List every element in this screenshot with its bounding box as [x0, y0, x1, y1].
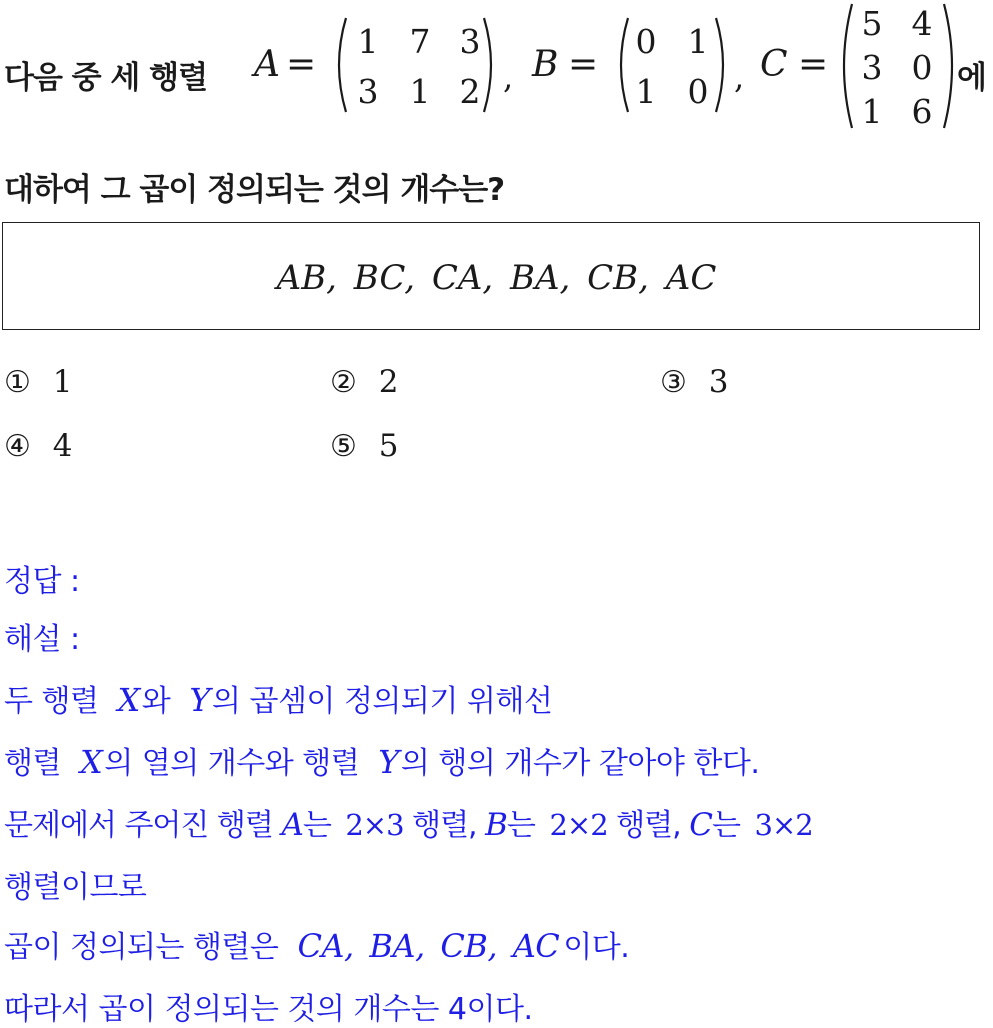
- choice-3-mark: ③: [660, 365, 687, 400]
- matrix-a-cell: 3: [357, 72, 379, 111]
- solution-line-4: 행렬이므로: [4, 870, 147, 905]
- matrix-b-right-paren: [712, 16, 732, 114]
- choice-5-value: 5: [378, 428, 399, 464]
- choice-2[interactable]: [330, 364, 399, 400]
- solution-text: 이다.: [563, 930, 630, 965]
- choice-1[interactable]: [4, 364, 73, 400]
- choice-3[interactable]: [660, 364, 729, 400]
- solution-text: 와: [141, 684, 180, 719]
- solution-math: 2×3: [345, 808, 404, 842]
- matrix-b-cell: 1: [687, 22, 709, 61]
- matrix-c: [836, 2, 960, 132]
- solution-line-1: [4, 676, 552, 720]
- matrix-c-cell: 0: [911, 48, 933, 87]
- choice-4-mark: ④: [4, 429, 31, 464]
- matrix-a-cell: 1: [357, 22, 379, 61]
- question-suffix: 에: [957, 60, 986, 96]
- solution-math: CA, BA, CB, AC: [297, 927, 560, 965]
- solution-math: X: [117, 681, 140, 719]
- matrix-b: [612, 16, 745, 116]
- matrix-b-cell: 0: [687, 72, 709, 111]
- matrix-a-cell: 3: [459, 22, 481, 61]
- matrix-a-cell: 1: [409, 72, 431, 111]
- matrix-c-cell: 6: [911, 92, 933, 131]
- equals-b: =: [568, 44, 599, 85]
- answer-label: 정답 :: [4, 564, 80, 599]
- solution-math: Y: [378, 743, 399, 781]
- solution-text: 행렬: [4, 746, 70, 781]
- matrix-a-cell: 7: [409, 22, 431, 61]
- comma-1: ,: [503, 58, 514, 96]
- matrix-a-name: A: [254, 44, 280, 85]
- question-line-2: 대하여 그 곱이 정의되는 것의 개수는?: [4, 172, 505, 208]
- solution-text: 의 행의 개수가 같아야 한다.: [400, 746, 760, 781]
- matrix-c-cell: 4: [911, 4, 933, 43]
- explanation-label: 해설 :: [4, 622, 80, 657]
- solution-line-6: 따라서 곱이 정의되는 것의 개수는 4이다.: [4, 992, 533, 1027]
- matrix-b-cell: 1: [635, 72, 657, 111]
- choice-1-value: 1: [52, 364, 73, 400]
- comma-2: ,: [734, 58, 745, 96]
- solution-math: 2×2: [549, 808, 608, 842]
- choice-4[interactable]: [4, 428, 73, 464]
- matrix-a-left-paren: [330, 16, 350, 114]
- solution-text: 행렬,: [607, 808, 690, 843]
- solution-text: 는: [302, 808, 340, 843]
- solution-text: 두 행렬: [4, 684, 108, 719]
- box-expression: AB, BC, CA, BA, CB, AC: [276, 258, 717, 298]
- matrix-c-cell: 1: [861, 92, 883, 131]
- solution-text: 곱이 정의되는 행렬은: [4, 930, 288, 965]
- matrix-b-cell: 0: [635, 22, 657, 61]
- solution-text: 는: [506, 808, 544, 843]
- solution-text: 는: [711, 808, 749, 843]
- solution-math: C: [689, 807, 712, 843]
- solution-text: 행렬,: [403, 808, 486, 843]
- choice-4-value: 4: [52, 428, 73, 464]
- choice-5-mark: ⑤: [330, 429, 357, 464]
- matrix-b-name: B: [532, 44, 559, 85]
- matrix-c-name: C: [760, 44, 788, 85]
- choice-2-mark: ②: [330, 365, 357, 400]
- solution-math: B: [485, 807, 507, 843]
- choice-5[interactable]: [330, 428, 399, 464]
- matrix-a-cell: 2: [459, 72, 481, 111]
- solution-math: 3×2: [754, 808, 813, 842]
- solution-math: Y: [189, 681, 210, 719]
- solution-text: 문제에서 주어진 행렬: [4, 808, 282, 843]
- solution-text: 의 열의 개수와 행렬: [104, 746, 369, 781]
- solution-line-3: [4, 800, 813, 844]
- matrix-c-cell: 5: [861, 4, 883, 43]
- choice-3-value: 3: [708, 364, 729, 400]
- question-prefix: 다음 중 세 행렬: [4, 60, 208, 96]
- equals-c: =: [798, 44, 829, 85]
- solution-line-5: [4, 922, 629, 966]
- choice-2-value: 2: [378, 364, 399, 400]
- matrix-a: [330, 16, 500, 116]
- equals-a: =: [286, 44, 317, 85]
- matrix-a-right-paren: [480, 16, 500, 114]
- choice-1-mark: ①: [4, 365, 31, 400]
- solution-text: 의 곱셈이 정의되기 위해선: [211, 684, 553, 719]
- solution-math: A: [281, 807, 303, 843]
- solution-line-2: [4, 738, 759, 782]
- solution-math: X: [80, 743, 103, 781]
- matrix-c-cell: 3: [861, 48, 883, 87]
